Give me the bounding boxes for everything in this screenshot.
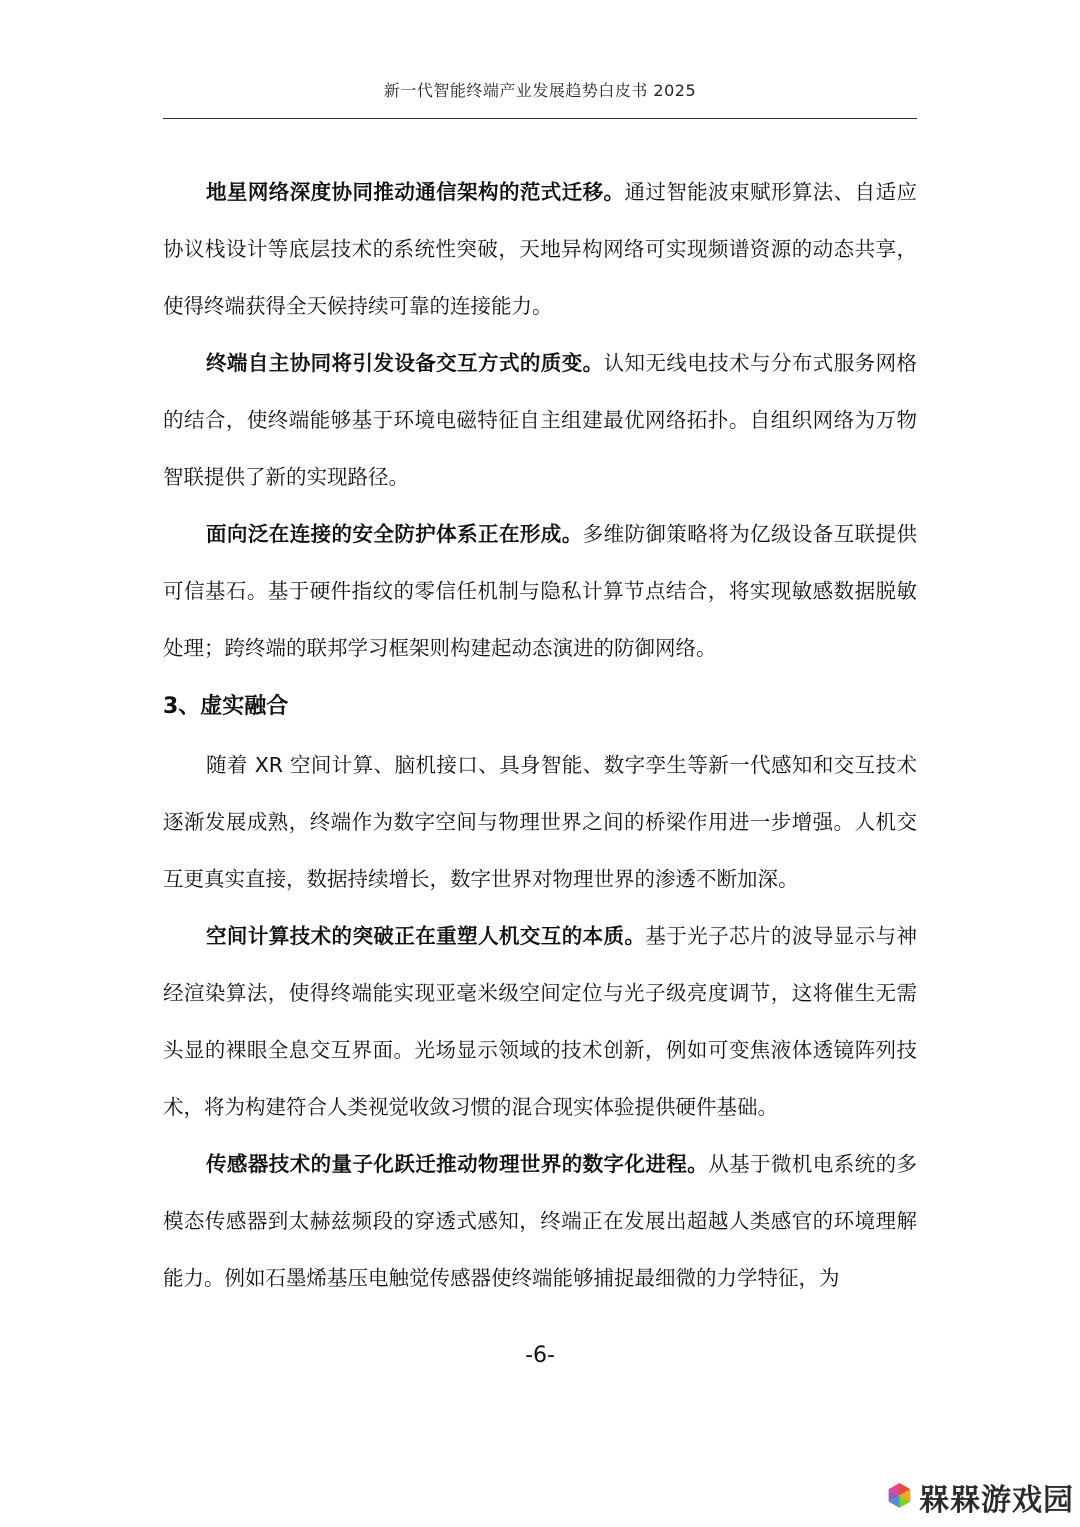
header-divider — [163, 118, 917, 119]
paragraph-lead: 面向泛在连接的安全防护体系正在形成。 — [206, 522, 583, 546]
running-header: 新一代智能终端产业发展趋势白皮书 2025 — [383, 81, 697, 100]
paragraph-security-system — [163, 506, 917, 677]
paragraph-lead: 传感器技术的量子化跃迁推动物理世界的数字化进程。 — [206, 1152, 709, 1176]
paragraph-lead: 空间计算技术的突破正在重塑人机交互的本质。 — [206, 924, 646, 948]
section-intro: 随着 XR 空间计算、脑机接口、具身智能、数字孪生等新一代感知和交互技术逐渐发展成熟，终端作为数字空间与物理世界之间的桥梁作用进一步增强。人机交互更真实直接，数据持续增长，数字世界对物理世界的渗透不断加深。 — [163, 753, 917, 891]
paragraph-space-ground-network — [163, 164, 917, 335]
paragraph-body: 从基于微机电系统的多模态传感器到太赫兹频段的穿透式感知，终端正在发展出超越人类感官的环境理解能力。例如石墨烯基压电触觉传感器使终端能够捕捉最细微的力学特征，为 — [163, 1152, 918, 1290]
watermark-text: 槑槑游戏园 — [919, 1483, 1074, 1518]
paragraph-body: 基于光子芯片的波导显示与神经渲染算法，使得终端能实现亚毫米级空间定位与光子级亮度调节，这将催生无需头显的裸眼全息交互界面。光场显示领域的技术创新，例如可变焦液体透镜阵列技术，将为构建符合人类视觉收敛习惯的混合现实体验提供硬件基础。 — [163, 924, 918, 1119]
paragraph-terminal-autonomy — [163, 335, 917, 506]
paragraph-body: 多维防御策略将为亿级设备互联提供可信基石。基于硬件指纹的零信任机制与隐私计算节点结合，将实现敏感数据脱敏处理；跨终端的联邦学习框架则构建起动态演进的防御网络。 — [163, 522, 918, 660]
paragraph-sensor-technology — [163, 1136, 917, 1307]
paragraph-body: 认知无线电技术与分布式服务网格的结合，使终端能够基于环境电磁特征自主组建最优网络拓扑。自组织网络为万物智联提供了新的实现路径。 — [163, 351, 918, 489]
paragraph-spatial-computing — [163, 908, 917, 1136]
watermark — [884, 1475, 1074, 1519]
paragraph-body: 通过智能波束赋形算法、自适应协议栈设计等底层技术的系统性突破，天地异构网络可实现频谱资源的动态共享，使得终端获得全天候持续可靠的连接能力。 — [163, 180, 917, 318]
watermark-logo-icon — [884, 1477, 915, 1517]
section-heading: 3、虚实融合 — [163, 694, 289, 719]
paragraph-lead: 地星网络深度协同推动通信架构的范式迁移。 — [206, 180, 625, 204]
page-body — [163, 164, 917, 1307]
page-number: -6- — [525, 1343, 555, 1368]
paragraph-lead: 终端自主协同将引发设备交互方式的质变。 — [206, 351, 604, 375]
